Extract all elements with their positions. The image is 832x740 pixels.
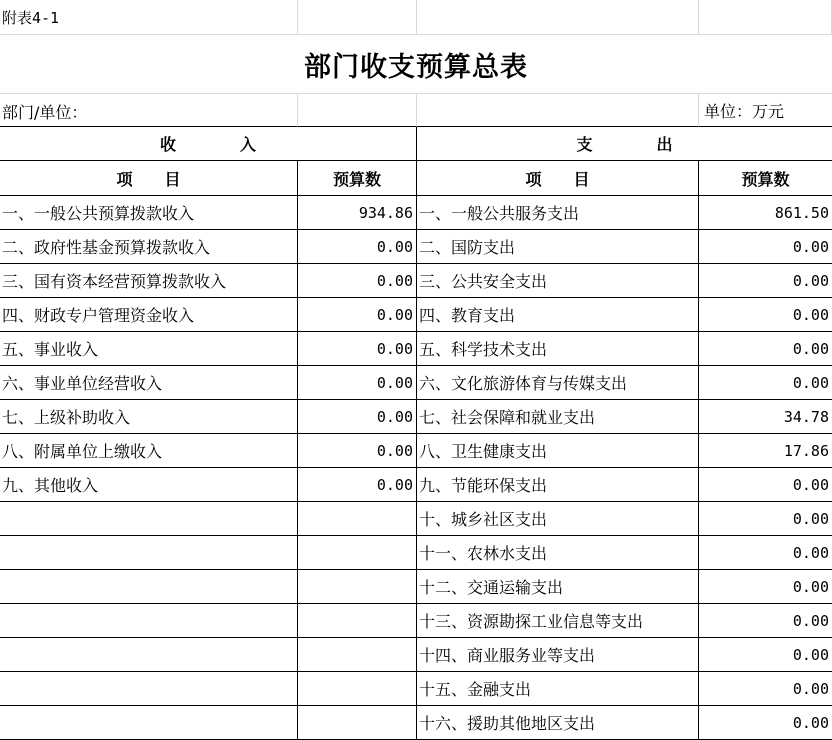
table-row [0,298,832,332]
expense-value-cell[interactable]: 861.50 [699,196,832,230]
table-row [0,468,832,502]
income-value-cell[interactable]: 0.00 [298,332,417,366]
table-row [0,536,832,570]
income-value-cell[interactable]: 934.86 [298,196,417,230]
expense-value-cell[interactable]: 0.00 [699,536,832,570]
income-item-cell[interactable]: 一、一般公共预算拨款收入 [0,196,298,230]
table-row [0,400,832,434]
note-row [0,0,832,35]
income-item-cell[interactable]: 六、事业单位经营收入 [0,366,298,400]
income-item-cell[interactable] [0,638,298,672]
income-item-cell[interactable] [0,536,298,570]
income-value-cell[interactable]: 0.00 [298,230,417,264]
income-item-cell[interactable]: 八、附属单位上缴收入 [0,434,298,468]
expense-item-cell[interactable]: 五、科学技术支出 [417,332,699,366]
expense-item-cell[interactable]: 七、社会保障和就业支出 [417,400,699,434]
expense-value-cell[interactable]: 0.00 [699,570,832,604]
empty-cell[interactable] [417,94,699,127]
empty-cell[interactable] [298,0,417,35]
expense-header[interactable]: 支 出 [417,127,832,161]
income-value-cell[interactable]: 0.00 [298,434,417,468]
income-value-cell[interactable]: 0.00 [298,366,417,400]
income-value-cell[interactable] [298,536,417,570]
table-row [0,230,832,264]
unit-label[interactable]: 单位：万元 [699,94,832,127]
expense-item-cell[interactable]: 十六、援助其他地区支出 [417,706,699,740]
empty-cell[interactable] [298,94,417,127]
income-item-cell[interactable] [0,502,298,536]
expense-item-cell[interactable]: 四、教育支出 [417,298,699,332]
income-value-cell[interactable]: 0.00 [298,298,417,332]
income-item-cell[interactable]: 九、其他收入 [0,468,298,502]
expense-value-cell[interactable]: 0.00 [699,366,832,400]
expense-value-cell[interactable]: 0.00 [699,264,832,298]
expense-value-cell[interactable]: 34.78 [699,400,832,434]
expense-value-cell[interactable]: 0.00 [699,332,832,366]
department-label[interactable]: 部门/单位： [0,94,298,127]
expense-value-cell[interactable]: 0.00 [699,672,832,706]
table-row [0,638,832,672]
empty-cell[interactable] [699,0,832,35]
income-item-cell[interactable] [0,604,298,638]
expense-item-cell[interactable]: 十四、商业服务业等支出 [417,638,699,672]
table-row [0,604,832,638]
expense-value-cell[interactable]: 0.00 [699,638,832,672]
empty-cell[interactable] [417,0,699,35]
income-value-cell[interactable] [298,604,417,638]
expense-item-cell[interactable]: 二、国防支出 [417,230,699,264]
expense-item-cell[interactable]: 十一、农林水支出 [417,536,699,570]
section-header-row [0,127,832,161]
page-title[interactable]: 部门收支预算总表 [0,35,832,94]
expense-item-cell[interactable]: 三、公共安全支出 [417,264,699,298]
income-value-cell[interactable] [298,570,417,604]
expense-item-cell[interactable]: 十五、金融支出 [417,672,699,706]
income-value-cell[interactable]: 0.00 [298,264,417,298]
table-row [0,672,832,706]
expense-value-cell[interactable]: 0.00 [699,230,832,264]
expense-value-cell[interactable]: 0.00 [699,604,832,638]
table-row [0,706,832,740]
income-item-cell[interactable] [0,570,298,604]
expense-value-cell[interactable]: 0.00 [699,706,832,740]
title-row [0,35,832,94]
table-row [0,570,832,604]
expense-value-cell[interactable]: 0.00 [699,298,832,332]
expense-value-cell[interactable]: 0.00 [699,468,832,502]
income-budget-header[interactable]: 预算数 [298,161,417,196]
expense-budget-header[interactable]: 预算数 [699,161,832,196]
expense-value-cell[interactable]: 0.00 [699,502,832,536]
table-row [0,332,832,366]
expense-item-cell[interactable]: 八、卫生健康支出 [417,434,699,468]
expense-item-cell[interactable]: 九、节能环保支出 [417,468,699,502]
expense-item-cell[interactable]: 十二、交通运输支出 [417,570,699,604]
income-item-cell[interactable]: 五、事业收入 [0,332,298,366]
income-item-cell[interactable]: 三、国有资本经营预算拨款收入 [0,264,298,298]
expense-item-cell[interactable]: 十、城乡社区支出 [417,502,699,536]
table-row [0,502,832,536]
income-value-cell[interactable]: 0.00 [298,468,417,502]
income-value-cell[interactable] [298,672,417,706]
income-item-header[interactable]: 项 目 [0,161,298,196]
income-value-cell[interactable]: 0.00 [298,400,417,434]
unit-row [0,94,832,127]
income-header[interactable]: 收 入 [0,127,417,161]
income-value-cell[interactable] [298,706,417,740]
table-row [0,196,832,230]
note-label[interactable]: 附表4-1 [0,0,298,35]
table-row [0,434,832,468]
expense-item-cell[interactable]: 十三、资源勘探工业信息等支出 [417,604,699,638]
income-item-cell[interactable]: 七、上级补助收入 [0,400,298,434]
income-item-cell[interactable]: 四、财政专户管理资金收入 [0,298,298,332]
income-value-cell[interactable] [298,502,417,536]
expense-item-cell[interactable]: 六、文化旅游体育与传媒支出 [417,366,699,400]
income-item-cell[interactable] [0,672,298,706]
expense-value-cell[interactable]: 17.86 [699,434,832,468]
income-value-cell[interactable] [298,638,417,672]
column-header-row [0,161,832,196]
expense-item-header[interactable]: 项 目 [417,161,699,196]
income-item-cell[interactable] [0,706,298,740]
expense-item-cell[interactable]: 一、一般公共服务支出 [417,196,699,230]
table-row [0,366,832,400]
income-item-cell[interactable]: 二、政府性基金预算拨款收入 [0,230,298,264]
table-row [0,264,832,298]
